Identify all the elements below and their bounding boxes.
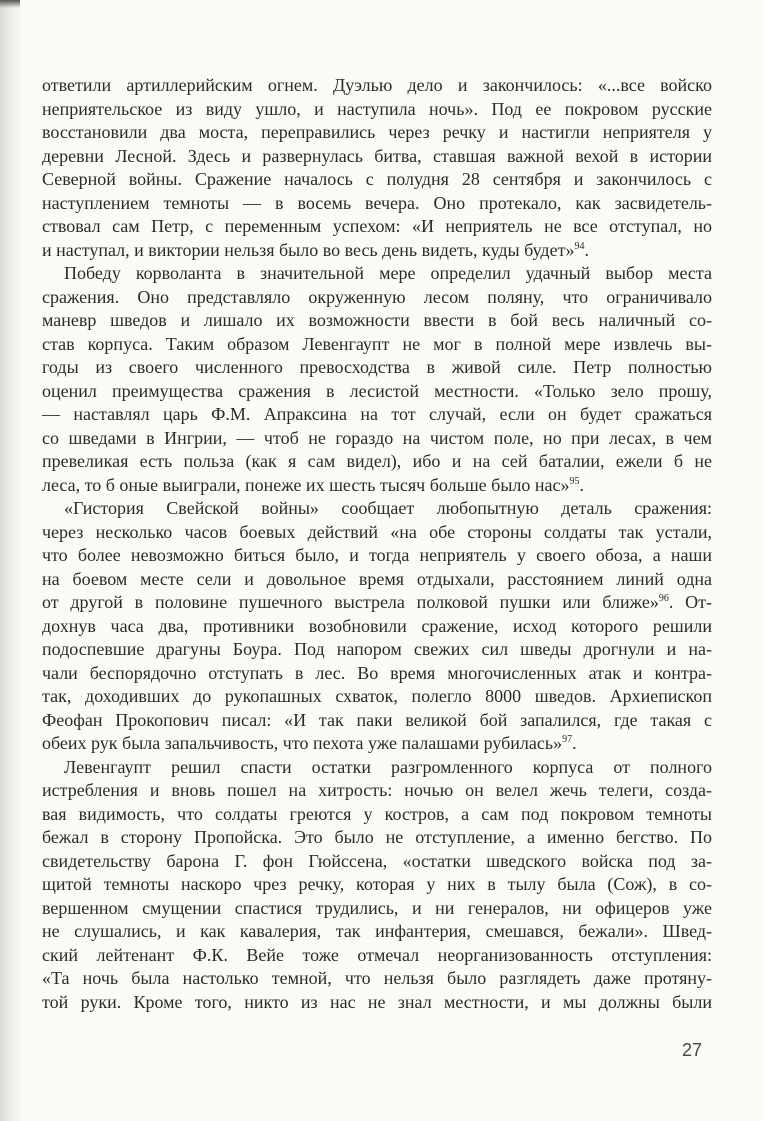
text-line [42,944,712,968]
text-line [42,427,712,451]
text-line [42,591,712,615]
line-text: восстановили два моста, переправились через речку и настигли неприятеля у [42,122,712,142]
line-text: истребления и вновь пошел на хитрость: ночью он велел жечь телеги, созда- [42,780,712,800]
paragraph-first-line [42,262,712,286]
text-line [42,638,712,662]
footnote-ref: 94 [574,240,585,252]
text-line [42,239,712,263]
text-line [42,145,712,169]
line-text: дохнув часа два, противники возобновили сражение, исход которого решили [42,615,712,636]
line-text: наступлением темноты — в восемь вечера. Оно протекало, как засвидетель- [42,192,712,213]
line-tail: . [579,474,585,495]
text-line [42,897,712,921]
line-tail: . От- [668,592,712,612]
line-text: Феофан Прокопович писал: «И так паки великой бой запалился, где такая с [42,709,712,730]
text-line [42,544,712,568]
text-line [42,873,712,897]
text-line [42,215,712,239]
text-line [42,967,712,991]
text-line [42,450,712,474]
line-text: оценил преимущества сражения в лесистой местности. «Только зело прошу, [42,380,712,401]
body-text [42,74,712,1014]
line-text: подоспевшие драгуны Боура. Под напором свежих сил шведы дрогнули и на- [42,639,712,659]
line-text: той руки. Кроме того, никто из нас не знал местности, и мы должны были [42,991,712,1012]
line-text: неприятельское из виду ушло, и наступила ночь». Под ее покровом русские [42,98,712,119]
text-line [42,732,712,756]
text-line [42,121,712,145]
text-line [42,98,712,122]
line-text: на боевом месте сели и довольное время отдыхали, расстоянием линий одна [42,568,712,589]
text-line [42,991,712,1015]
text-line [42,74,712,98]
line-text: превеликая есть польза (как я сам видел), ибо и на сей баталии, ежели б не [42,451,712,471]
text-line [42,521,712,545]
text-line [42,474,712,498]
footnote-ref: 97 [562,734,573,745]
line-text: ствовал сам Петр, с переменным успехом: «И неприятель не все отступал, но [42,216,712,236]
text-line [42,356,712,380]
line-text: став корпуса. Таким образом Левенгаупт не мог в полной мере извлечь вы- [42,333,712,354]
page-gutter-shadow [0,0,22,1121]
line-text: вершенном смущении спастися трудились, и ни генералов, ни офицеров уже [42,897,712,918]
line-text: годы из своего численного превосходства в живой силе. Петр полностью [42,357,712,377]
line-text: со шведами в Ингрии, — чтоб не гораздо на чистом поле, но при лесах, в чем [42,427,712,448]
text-line [42,685,712,709]
line-text: свидетельству барона Г. фон Гюйссена, «остатки шведского войска под за- [42,850,712,871]
text-line [42,779,712,803]
line-text: не слушались, и как кавалерия, так инфантерия, смешався, бежали». Швед- [42,921,712,941]
text-line [42,168,712,192]
line-text: и наступал, и виктории нельзя было во весь день видеть, куды будет» [42,239,575,260]
line-text: маневр шведов и лишало их возможности ввести в бой весь наличный со- [42,310,712,330]
text-line [42,662,712,686]
line-text: «Гистория Свейской войны» сообщает любопытную деталь сражения: [64,498,712,518]
line-text: Левенгаупт решил спасти остатки разгромленного корпуса от полного [64,756,712,777]
line-text: ский лейтенант Ф.К. Вейе тоже отмечал неорганизованность отступления: [42,944,712,965]
line-text: щитой темноты наскоро чрез речку, которая у них в тылу была (Сож), в со- [42,874,712,894]
text-line [42,403,712,427]
text-line [42,286,712,310]
line-text: сражения. Оно представляло окруженную лесом поляну, что ограничивало [42,286,712,307]
text-line [42,850,712,874]
text-line [42,826,712,850]
text-line [42,920,712,944]
line-text: — наставлял царь Ф.М. Апраксина на тот случай, если он будет сражаться [42,404,712,424]
text-line [42,333,712,357]
line-text: ответили артиллерийским огнем. Дуэлью дело и закончилось: «...все войско [42,75,712,95]
line-text: чали беспорядочно отступать в лес. Во время многочисленных атак и контра- [42,662,712,683]
text-line [42,615,712,639]
line-text: так, доходивших до рукопашных схваток, полегло 8000 шведов. Архиепископ [42,686,712,706]
footnote-ref: 96 [658,593,669,604]
line-text: бежал в сторону Пропойска. Это было не отступление, а именно бегство. По [42,827,712,847]
line-text: Победу корволанта в значительной мере определил удачный выбор места [64,263,712,283]
paragraph-first-line [42,756,712,780]
line-text: обеих рук была запальчивость, что пехота уже палашами рубилась» [42,733,563,753]
line-text: от другой в половине пушечного выстрела полковой пушки или ближе» [42,592,659,612]
line-text: Северной войны. Сражение началось с полудня 28 сентября и закончилось с [42,169,712,189]
text-line [42,568,712,592]
text-line [42,803,712,827]
text-line [42,192,712,216]
page-number: 27 [682,1040,703,1060]
line-tail: . [584,239,589,260]
line-text: деревни Лесной. Здесь и развернулась битва, ставшая важной вехой в истории [42,145,712,166]
line-text: вая видимость, что солдаты греются у костров, а сам под покровом темноты [42,803,712,824]
footnote-ref: 95 [569,475,580,487]
line-text: леса, то б оные выиграли, понеже их шесть тысяч больше было нас» [42,474,570,495]
scan-corner-mark [0,0,20,8]
line-text: что более невозможно биться было, и тогда неприятель у своего обоза, а наши [42,545,712,565]
paragraph-first-line [42,497,712,521]
text-line [42,709,712,733]
line-text: через несколько часов боевых действий «на обе стороны солдаты так устали, [42,521,712,542]
text-line [42,309,712,333]
line-tail: . [572,733,577,753]
line-text: «Та ночь была настолько темной, что нельзя было разглядеть даже протяну- [42,968,712,988]
text-line [42,380,712,404]
